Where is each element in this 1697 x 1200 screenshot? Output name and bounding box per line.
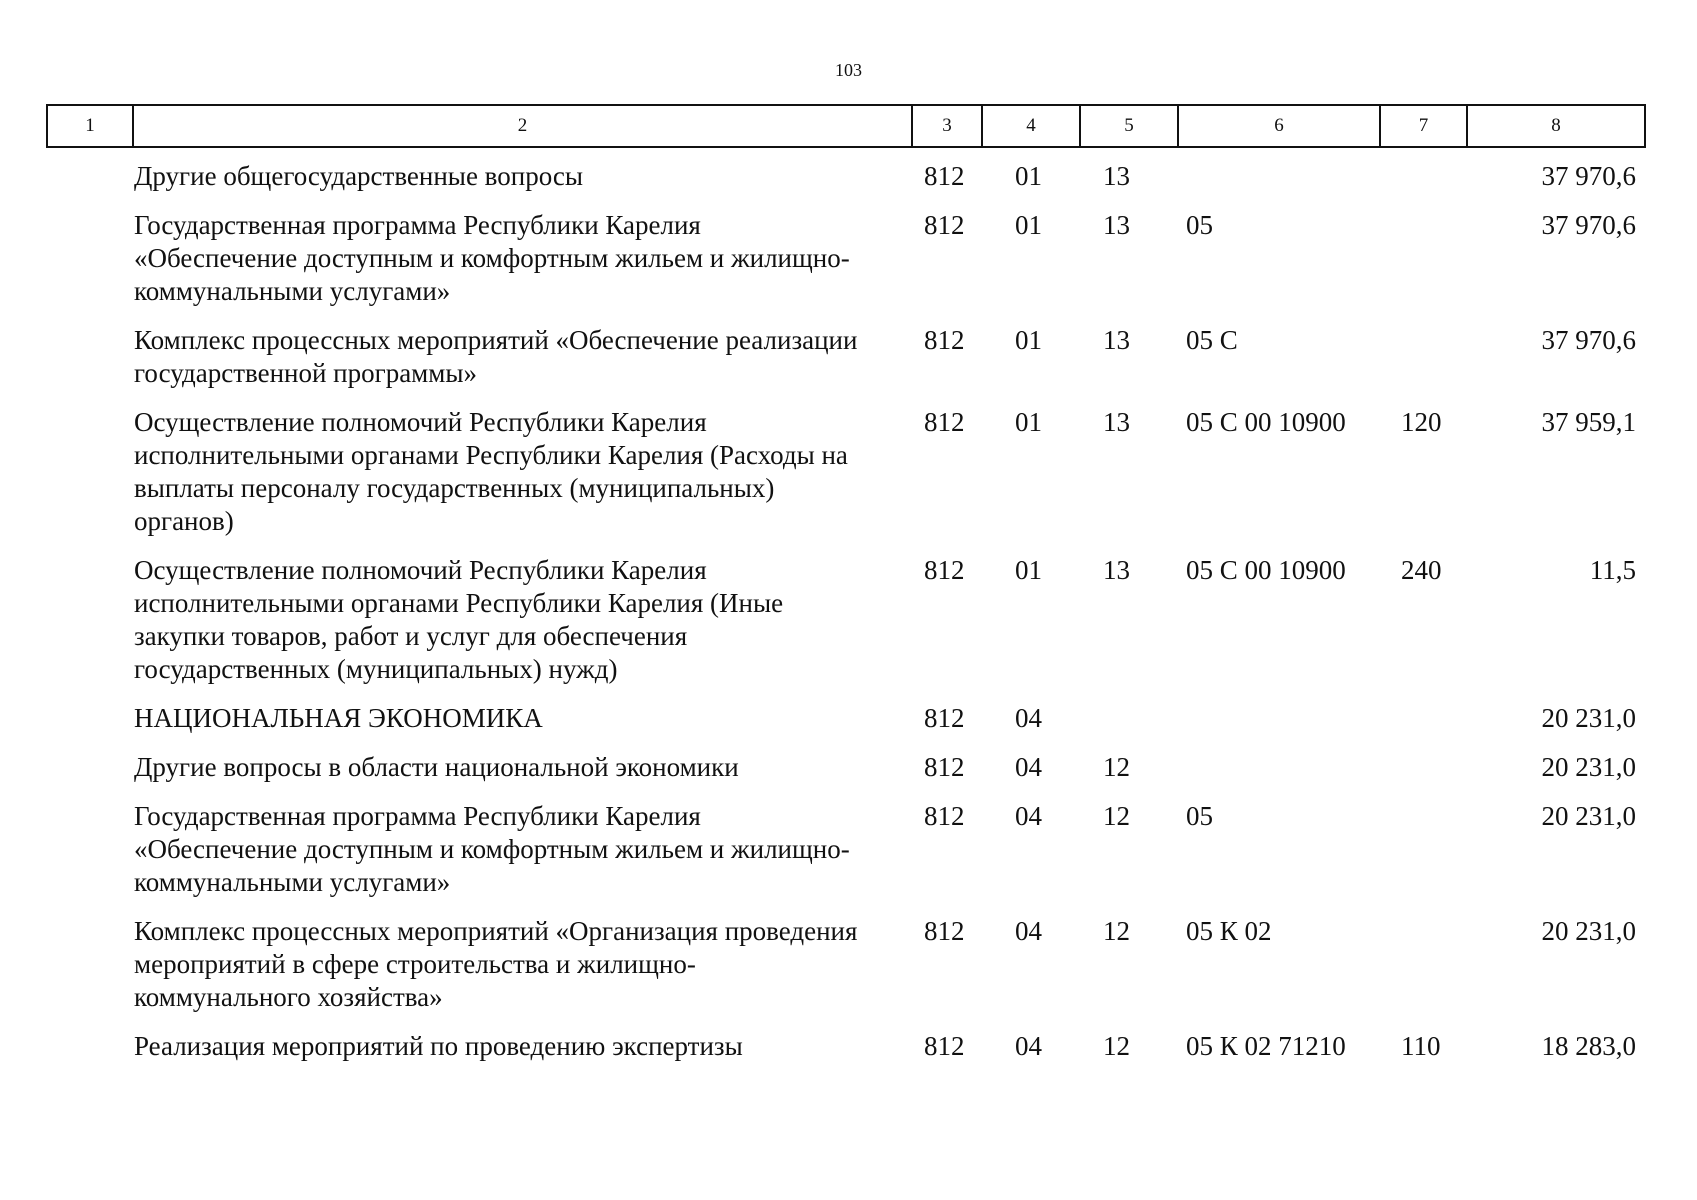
row-expense-type — [1379, 800, 1466, 899]
row-section-code: 04 — [1015, 703, 1042, 733]
row-ministry-code: 812 — [924, 801, 965, 831]
row-ministry-code: 812 — [924, 161, 965, 191]
column-header-table — [46, 104, 1646, 148]
row-name-line: исполнительными органами Республики Карелия (Расходы на — [134, 440, 848, 470]
row-section-code: 04 — [1015, 916, 1042, 946]
row-target-article: 05 — [1186, 210, 1213, 240]
row-target-article — [1177, 751, 1379, 784]
table-row — [46, 751, 1644, 784]
row-cell-empty — [46, 915, 132, 1014]
row-subsection-code: 13 — [1103, 407, 1130, 437]
row-subsection-code: 13 — [1103, 325, 1130, 355]
row-expense-type — [1379, 915, 1466, 1014]
row-cell-empty — [46, 554, 132, 686]
row-target-article: 05 С — [1186, 325, 1238, 355]
table-row — [46, 324, 1644, 390]
row-cell-empty — [46, 324, 132, 390]
row-section-code: 04 — [1015, 752, 1042, 782]
row-name-line: органов) — [134, 506, 234, 536]
column-header-row — [47, 105, 1645, 147]
row-amount: 37 959,1 — [1541, 407, 1636, 437]
column-header-2: 2 — [133, 105, 912, 147]
row-section-code: 01 — [1015, 325, 1042, 355]
row-name-line: Другие общегосударственные вопросы — [134, 161, 583, 191]
row-subsection-code: 13 — [1103, 161, 1130, 191]
row-name-line: закупки товаров, работ и услуг для обеспечения — [134, 621, 688, 651]
row-name-line: Государственная программа Республики Карелия — [134, 210, 701, 240]
row-cell-empty — [46, 800, 132, 899]
row-name — [132, 915, 911, 1014]
row-cell-empty — [46, 209, 132, 308]
row-name-line: государственных (муниципальных) нужд) — [134, 654, 618, 684]
table-row — [46, 800, 1644, 899]
column-header-8: 8 — [1467, 105, 1645, 147]
row-cell-empty — [46, 1030, 132, 1063]
row-expense-type — [1379, 160, 1466, 193]
row-amount: 11,5 — [1589, 555, 1636, 585]
table-row — [46, 915, 1644, 1014]
row-subsection-code — [1079, 702, 1177, 735]
row-target-article — [1177, 702, 1379, 735]
row-cell-empty — [46, 160, 132, 193]
row-section-code: 01 — [1015, 161, 1042, 191]
column-header-5: 5 — [1080, 105, 1178, 147]
row-cell-empty — [46, 751, 132, 784]
row-name-line: коммунальными услугами» — [134, 276, 451, 306]
row-name — [132, 324, 911, 390]
row-name — [132, 160, 911, 193]
row-target-article — [1177, 160, 1379, 193]
row-expense-type — [1379, 209, 1466, 308]
row-expense-type — [1379, 324, 1466, 390]
row-name-line: «Обеспечение доступным и комфортным жильем и жилищно- — [134, 243, 850, 273]
row-name — [132, 406, 911, 538]
row-expense-type: 120 — [1401, 407, 1442, 437]
row-subsection-code: 12 — [1103, 1031, 1130, 1061]
row-target-article: 05 К 02 71210 — [1186, 1031, 1346, 1061]
row-name-line: Осуществление полномочий Республики Карелия — [134, 555, 707, 585]
column-header-1: 1 — [47, 105, 133, 147]
row-name-line: Реализация мероприятий по проведению экспертизы — [134, 1031, 743, 1061]
row-name-line: исполнительными органами Республики Карелия (Иные — [134, 588, 784, 618]
row-expense-type: 110 — [1401, 1031, 1441, 1061]
row-name-line: Государственная программа Республики Карелия — [134, 801, 701, 831]
table-row — [46, 1030, 1644, 1063]
row-name-line: выплаты персоналу государственных (муниципальных) — [134, 473, 775, 503]
row-name-line: Другие вопросы в области национальной экономики — [134, 752, 739, 782]
row-ministry-code: 812 — [924, 916, 965, 946]
row-target-article: 05 — [1186, 801, 1213, 831]
row-amount: 20 231,0 — [1541, 801, 1636, 831]
table-body — [46, 160, 1644, 1079]
table-row — [46, 160, 1644, 193]
row-amount: 20 231,0 — [1541, 916, 1636, 946]
row-name-line: Комплекс процессных мероприятий «Обеспечение реализации — [134, 325, 858, 355]
row-name — [132, 554, 911, 686]
row-expense-type: 240 — [1401, 555, 1442, 585]
table-row — [46, 209, 1644, 308]
row-ministry-code: 812 — [924, 1031, 965, 1061]
row-name-line: «Обеспечение доступным и комфортным жильем и жилищно- — [134, 834, 850, 864]
row-section-code: 01 — [1015, 555, 1042, 585]
table-row — [46, 406, 1644, 538]
table-row — [46, 554, 1644, 686]
row-name-line: Комплекс процессных мероприятий «Организация проведения — [134, 916, 858, 946]
row-target-article: 05 С 00 10900 — [1186, 407, 1346, 437]
row-ministry-code: 812 — [924, 703, 965, 733]
table-row — [46, 702, 1644, 735]
row-subsection-code: 12 — [1103, 752, 1130, 782]
row-subsection-code: 13 — [1103, 555, 1130, 585]
row-subsection-code: 12 — [1103, 801, 1130, 831]
row-name — [132, 209, 911, 308]
column-header-7: 7 — [1380, 105, 1467, 147]
row-name — [132, 751, 911, 784]
row-amount: 37 970,6 — [1541, 325, 1636, 355]
row-section-code: 01 — [1015, 407, 1042, 437]
row-amount: 37 970,6 — [1541, 210, 1636, 240]
row-name-line: мероприятий в сфере строительства и жилищно- — [134, 949, 696, 979]
row-target-article: 05 К 02 — [1186, 916, 1272, 946]
row-cell-empty — [46, 702, 132, 735]
row-name-line: коммунальными услугами» — [134, 867, 451, 897]
row-amount: 20 231,0 — [1541, 703, 1636, 733]
row-section-code: 01 — [1015, 210, 1042, 240]
row-name-line: коммунального хозяйства» — [134, 982, 443, 1012]
row-amount: 18 283,0 — [1541, 1031, 1636, 1061]
row-ministry-code: 812 — [924, 210, 965, 240]
column-header-4: 4 — [982, 105, 1080, 147]
row-amount: 20 231,0 — [1541, 752, 1636, 782]
row-name-line: государственной программы» — [134, 358, 477, 388]
row-name-line: НАЦИОНАЛЬНАЯ ЭКОНОМИКА — [134, 703, 543, 733]
row-section-code: 04 — [1015, 1031, 1042, 1061]
row-expense-type — [1379, 751, 1466, 784]
row-name — [132, 702, 911, 735]
row-target-article: 05 С 00 10900 — [1186, 555, 1346, 585]
page-number: 103 — [835, 60, 862, 80]
row-name — [132, 800, 911, 899]
row-name — [132, 1030, 911, 1063]
column-header-6: 6 — [1178, 105, 1380, 147]
row-ministry-code: 812 — [924, 555, 965, 585]
row-section-code: 04 — [1015, 801, 1042, 831]
row-ministry-code: 812 — [924, 752, 965, 782]
row-amount: 37 970,6 — [1541, 161, 1636, 191]
row-subsection-code: 13 — [1103, 210, 1130, 240]
column-header-3: 3 — [912, 105, 982, 147]
row-expense-type — [1379, 702, 1466, 735]
row-name-line: Осуществление полномочий Республики Карелия — [134, 407, 707, 437]
row-ministry-code: 812 — [924, 325, 965, 355]
row-ministry-code: 812 — [924, 407, 965, 437]
row-subsection-code: 12 — [1103, 916, 1130, 946]
row-cell-empty — [46, 406, 132, 538]
